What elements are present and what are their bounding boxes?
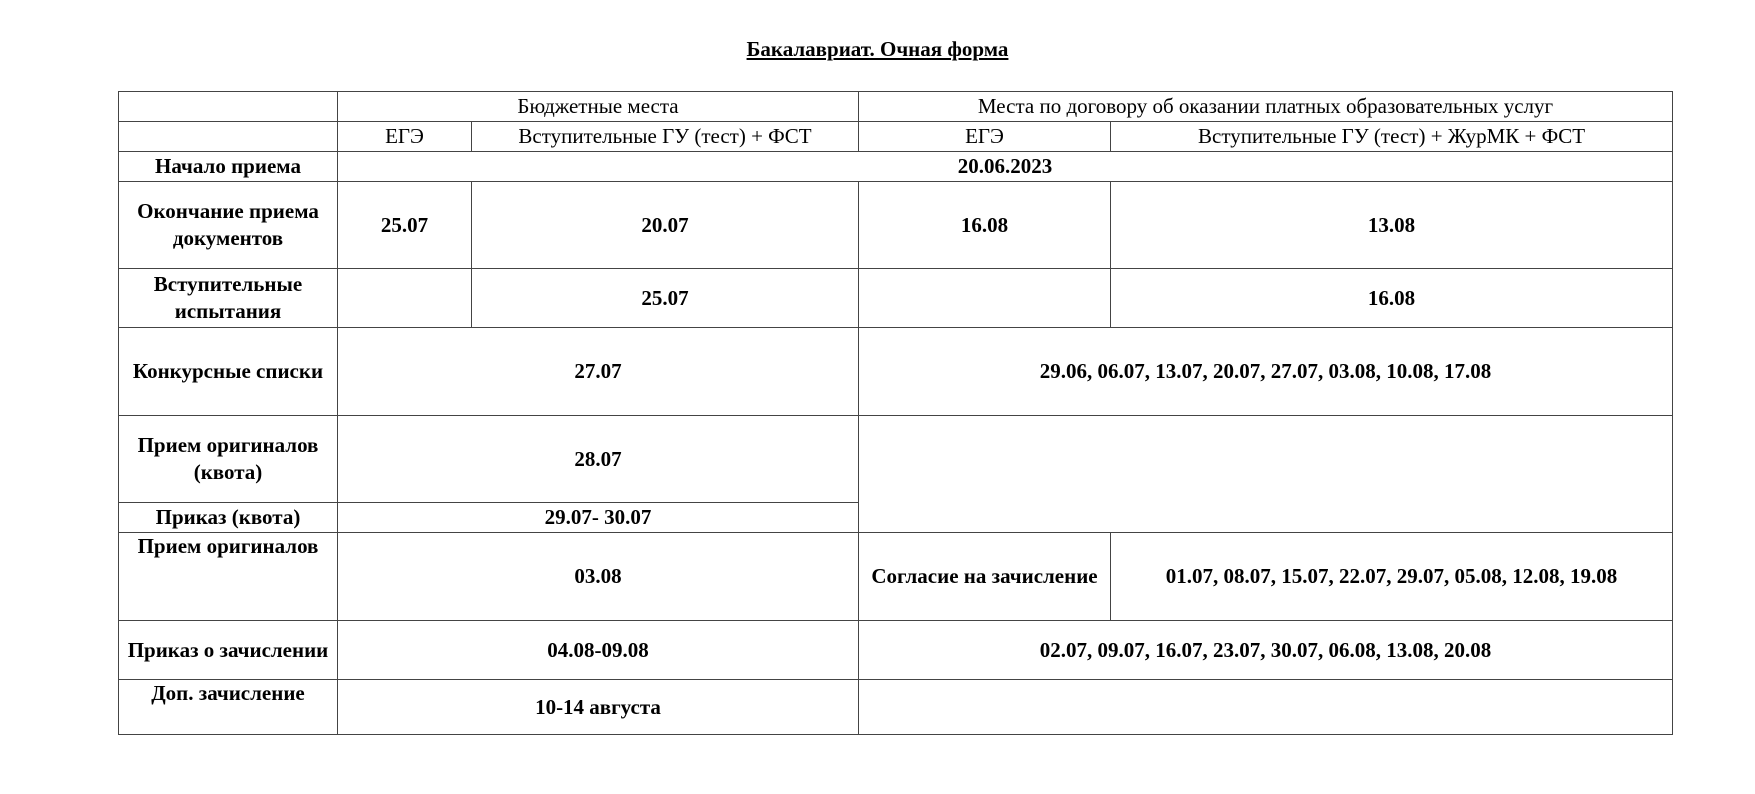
- empty-cell: [859, 680, 1673, 735]
- budget-ege-value: 25.07: [338, 182, 472, 269]
- budget-extra-value: 10-14 августа: [338, 680, 859, 735]
- row-order: [119, 621, 1673, 680]
- row-label: Окончание приема документов: [119, 182, 338, 269]
- start-date-value: 20.06.2023: [338, 152, 1673, 182]
- empty-cell: [338, 269, 472, 328]
- paid-order-value: 02.07, 09.07, 16.07, 23.07, 30.07, 06.08, 13.08, 20.08: [859, 621, 1673, 680]
- row-originals: [119, 533, 1673, 621]
- budget-ege-header: ЕГЭ: [338, 122, 472, 152]
- empty-corner-cell: [119, 92, 338, 122]
- paid-exam-value: 16.08: [1111, 269, 1673, 328]
- budget-originals-quota-value: 28.07: [338, 416, 859, 503]
- budget-exam-value: 25.07: [472, 269, 859, 328]
- row-label: Прием оригиналов: [119, 533, 338, 621]
- empty-merged-cell: [859, 416, 1673, 533]
- header-row-1: [119, 92, 1673, 122]
- row-end-docs: [119, 182, 1673, 269]
- header-row-2: [119, 122, 1673, 152]
- paid-lists-value: 29.06, 06.07, 13.07, 20.07, 27.07, 03.08, 10.08, 17.08: [859, 328, 1673, 416]
- paid-consent-label: Согласие на зачисление: [859, 533, 1111, 621]
- row-originals-quota: [119, 416, 1673, 503]
- row-label: Начало приема: [119, 152, 338, 182]
- row-label: Приказ (квота): [119, 503, 338, 533]
- budget-order-value: 04.08-09.08: [338, 621, 859, 680]
- paid-ege-value: 16.08: [859, 182, 1111, 269]
- budget-order-quota-value: 29.07- 30.07: [338, 503, 859, 533]
- document-title: Бакалавриат. Очная форма: [746, 37, 1009, 61]
- paid-ege-header: ЕГЭ: [859, 122, 1111, 152]
- row-exams: [119, 269, 1673, 328]
- row-extra: [119, 680, 1673, 735]
- empty-corner-cell: [119, 122, 338, 152]
- budget-exam-header: Вступительные ГУ (тест) + ФСТ: [472, 122, 859, 152]
- budget-originals-value: 03.08: [338, 533, 859, 621]
- paid-exam-value: 13.08: [1111, 182, 1673, 269]
- paid-header: Места по договору об оказании платных образовательных услуг: [859, 92, 1673, 122]
- row-label: Прием оригиналов (квота): [119, 416, 338, 503]
- budget-lists-value: 27.07: [338, 328, 859, 416]
- row-label: Вступительные испытания: [119, 269, 338, 328]
- row-start: [119, 152, 1673, 182]
- budget-header: Бюджетные места: [338, 92, 859, 122]
- row-label: Конкурсные списки: [119, 328, 338, 416]
- row-label: Доп. зачисление: [119, 680, 338, 735]
- paid-exam-header: Вступительные ГУ (тест) + ЖурМК + ФСТ: [1111, 122, 1673, 152]
- row-label: Приказ о зачислении: [119, 621, 338, 680]
- row-lists: [119, 328, 1673, 416]
- budget-exam-value: 20.07: [472, 182, 859, 269]
- empty-cell: [859, 269, 1111, 328]
- paid-consent-dates: 01.07, 08.07, 15.07, 22.07, 29.07, 05.08, 12.08, 19.08: [1111, 533, 1673, 621]
- admission-schedule-table: [118, 91, 1673, 735]
